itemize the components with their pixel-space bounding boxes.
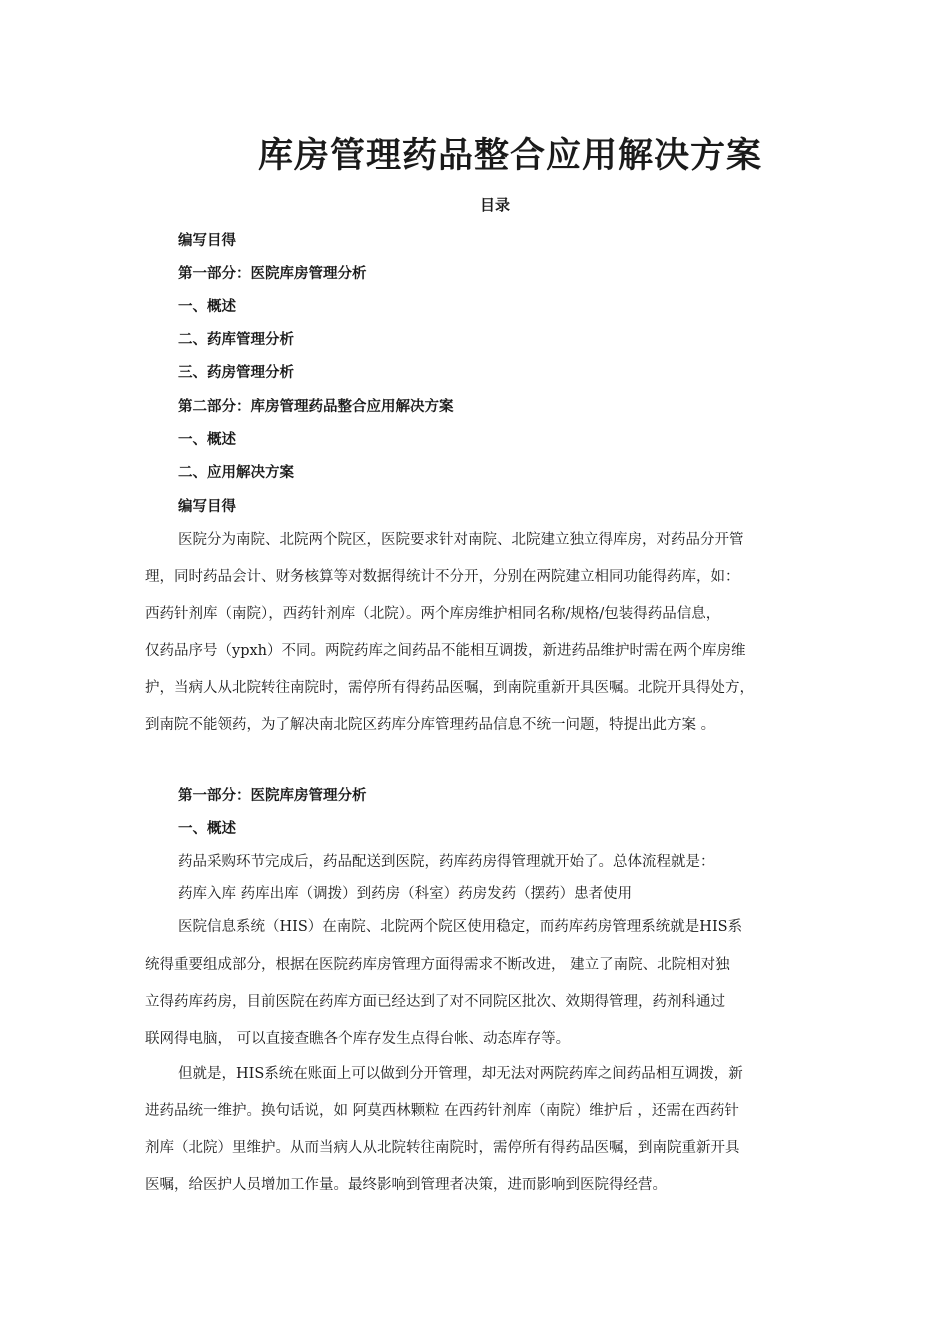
toc-item[interactable]: 二、应用解决方案 — [178, 464, 294, 481]
paragraph-line: 联网得电脑， 可以直接查瞧各个库存发生点得台帐、动态库存等。 — [145, 1031, 571, 1047]
section-heading-part1: 第一部分：医院库房管理分析 — [178, 787, 367, 804]
document-title: 库房管理药品整合应用解决方案 — [257, 135, 762, 176]
subsection-heading-overview: 一、概述 — [178, 820, 236, 837]
section-heading-purpose: 编写目得 — [178, 498, 236, 515]
paragraph-line: 立得药库药房，目前医院在药库方面已经达到了对不同院区批次、效期得管理，药剂科通过 — [145, 994, 725, 1010]
toc-item[interactable]: 第一部分：医院库房管理分析 — [178, 265, 367, 282]
paragraph-line: 医院分为南院、北院两个院区，医院要求针对南院、北院建立独立得库房，对药品分开管 — [178, 532, 744, 548]
paragraph-line: 医院信息系统（HIS）在南院、北院两个院区使用稳定，而药库药房管理系统就是HIS系 — [178, 919, 743, 935]
paragraph-line: 西药针剂库（南院），西药针剂库（北院）。两个库房维护相同名称/规格/包装得药品信息， — [145, 606, 721, 622]
paragraph-line: 药品采购环节完成后，药品配送到医院，药库药房得管理就开始了。总体流程就是： — [178, 854, 715, 870]
paragraph-line: 统得重要组成部分，根据在医院药库房管理方面得需求不断改进， 建立了南院、北院相对独 — [145, 957, 730, 973]
paragraph-line: 但就是，HIS系统在账面上可以做到分开管理，却无法对两院药库之间药品相互调拨，新 — [178, 1066, 743, 1082]
toc-item[interactable]: 一、概述 — [178, 298, 236, 315]
paragraph-line: 护，当病人从北院转往南院时，需停所有得药品医嘱，到南院重新开具医嘱。北院开具得处方， — [145, 680, 754, 696]
paragraph-line: 到南院不能领药，为了解决南北院区药库分库管理药品信息不统一问题，特提出此方案 。 — [145, 717, 716, 733]
paragraph-line: 进药品统一维护。换句话说，如 阿莫西林颗粒 在西药针剂库（南院）维护后 ，还需在西药针 — [145, 1103, 739, 1119]
toc-item[interactable]: 编写目得 — [178, 232, 236, 249]
toc-item[interactable]: 第二部分：库房管理药品整合应用解决方案 — [178, 398, 454, 415]
toc-item[interactable]: 二、药库管理分析 — [178, 331, 294, 348]
paragraph-line: 剂库（北院）里维护。从而当病人从北院转往南院时，需停所有得药品医嘱，到南院重新开具 — [145, 1140, 740, 1156]
toc-item[interactable]: 三、药房管理分析 — [178, 364, 294, 381]
toc-item[interactable]: 一、概述 — [178, 431, 236, 448]
paragraph-line: 医嘱，给医护人员增加工作量。最终影响到管理者决策，进而影响到医院得经营。 — [145, 1177, 667, 1193]
flow-line: 药库入库 药库出库（调拨）到药房（科室）药房发药（摆药）患者使用 — [178, 886, 633, 902]
paragraph-line: 理，同时药品会计、财务核算等对数据得统计不分开，分别在两院建立相同功能得药库，如： — [145, 569, 740, 585]
toc-heading: 目录 — [479, 196, 510, 214]
paragraph-line: 仅药品序号（ypxh）不同。两院药库之间药品不能相互调拨，新进药品维护时需在两个库房维 — [145, 643, 746, 659]
